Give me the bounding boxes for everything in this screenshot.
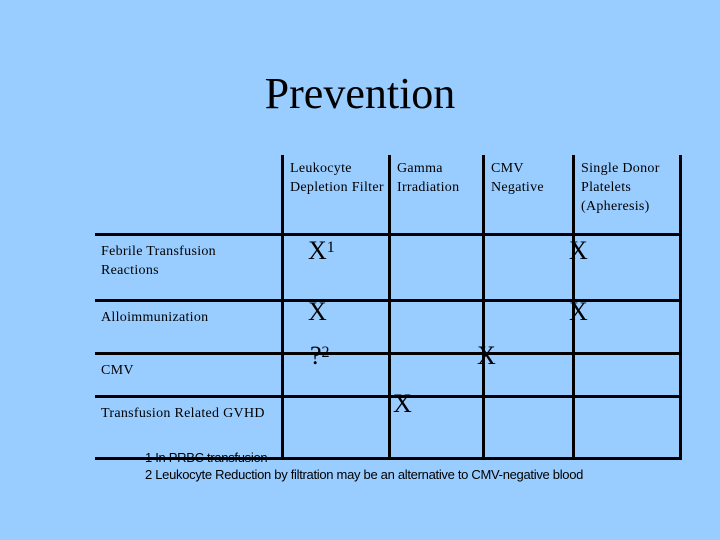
row-label-cmv: CMV [95,354,283,397]
footnote-ref-1: 1 [326,239,335,256]
footnotes [145,449,583,483]
mark-febrile-leukocyte-filter: $X^1$ [308,236,335,265]
table-cell [484,354,574,397]
row-label-febrile-reactions: Febrile Transfusion Reactions [95,235,283,301]
table-cell [484,235,574,301]
table-cell [283,235,390,301]
table-cell [574,354,681,397]
row-label-transfusion-gvhd: Transfusion Related GVHD [95,397,283,459]
table-cell [484,301,574,354]
mark-allo-apheresis: X [569,297,588,326]
mark-cmv-leukocyte-filter: ?$^2$ [310,341,330,370]
table-cell [574,235,681,301]
mark-cmv-negative: X [477,341,496,370]
column-header-cmv-negative: CMV Negative [484,155,574,235]
table-cell [574,397,681,459]
footnote-ref-2: 2 [321,344,330,361]
footnote-1: 1 In PRBC transfusion [145,450,268,465]
column-header-single-donor-platelets: Single Donor Platelets (Apheresis) [574,155,681,235]
prevention-table [95,155,682,460]
table-cell [283,354,390,397]
table-cell [390,301,484,354]
mark-gvhd-gamma: X [393,389,412,418]
column-header-leukocyte-filter: Leukocyte Depletion Filter [283,155,390,235]
table-cell [574,301,681,354]
footnote-2: 2 Leukocyte Reduction by filtration may be an alternative to CMV-negative blood [145,467,584,482]
column-header-gamma-irradiation: Gamma Irradiation [390,155,484,235]
row-label-alloimmunization: Alloimmunization [95,301,283,354]
table-cell [283,301,390,354]
table-cell [390,235,484,301]
mark-allo-leukocyte-filter: X [308,297,327,326]
slide-title: Prevention [264,69,456,118]
mark-febrile-apheresis: X [569,236,588,265]
table-corner-cell [95,155,283,235]
